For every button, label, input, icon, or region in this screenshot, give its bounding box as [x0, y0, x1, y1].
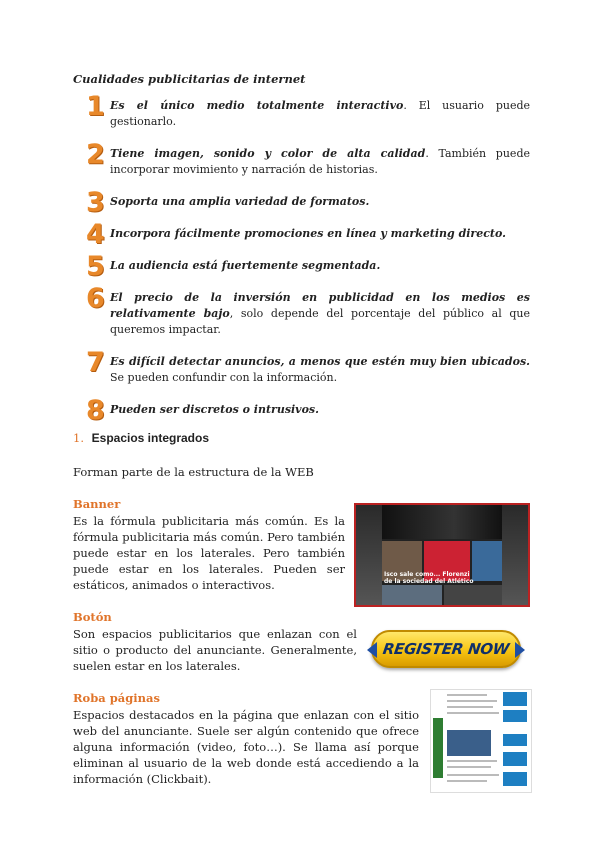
quality-rest-text: Se pueden confundir con la información. [110, 371, 338, 384]
section-title-text: Espacios integrados [91, 431, 210, 445]
quality-number: 2 [86, 139, 104, 170]
banner-example-image [354, 503, 530, 607]
boton-text: Son espacios publicitarios que enlazan con el sitio o producto del anunciante. Generalmente, suelen estar en los laterales. [73, 627, 357, 673]
quality-item [86, 187, 530, 218]
qualities-list [86, 91, 531, 434]
quality-bold-text: Soporta una amplia variedad de formatos. [110, 195, 370, 208]
register-now-label: REGISTER NOW [381, 640, 511, 658]
quality-item [86, 283, 530, 338]
arrow-right-icon [515, 642, 525, 658]
roba-heading: Roba páginas [73, 691, 160, 705]
quality-bold-text: Tiene imagen, sonido y color de alta calidad [110, 147, 426, 160]
quality-bold-text: La audiencia está fuertemente segmentada. [110, 259, 381, 272]
register-now-button[interactable] [371, 630, 521, 668]
quality-bold-text: El precio de la inversión en publicidad en los medios es relativamente bajo [110, 291, 530, 320]
section-intro: Forman parte de la estructura de la WEB [73, 465, 314, 479]
section-number: 1. [73, 431, 84, 445]
quality-item [86, 139, 530, 178]
quality-bold-text: Pueden ser discretos o intrusivos. [110, 403, 319, 416]
quality-item [86, 219, 530, 250]
banner-heading: Banner [73, 497, 121, 511]
quality-rest-text: , solo depende del porcentaje del público al que queremos impactar. [110, 307, 530, 336]
quality-number: 3 [86, 187, 104, 218]
quality-bold-text: Incorpora fácilmente promociones en línea y marketing directo. [110, 227, 506, 240]
arrow-left-icon [367, 642, 377, 658]
quality-number: 1 [86, 91, 104, 122]
roba-paginas-example-image [430, 689, 532, 793]
banner-text: Es la fórmula publicitaria más común. Es la fórmula publicitaria más común. Pero también puede estar en los laterales. Pero también puede estar en los laterales. Pueden ser estáticos, animados o interactivos. [73, 514, 345, 592]
quality-number: 4 [86, 219, 104, 250]
quality-number: 6 [86, 283, 104, 314]
quality-rest-text: . También puede incorporar movimiento y narración de historias. [110, 147, 530, 176]
banner-image-caption: Isco sale como... Florenzi de la sociedad del Atlético [384, 571, 474, 585]
quality-item [86, 91, 531, 130]
boton-heading: Botón [73, 610, 112, 624]
quality-item [86, 251, 530, 282]
quality-bold-text: Es difícil detectar anuncios, a menos que estén muy bien ubicados. [110, 355, 530, 368]
section-title [73, 431, 209, 445]
roba-text: Espacios destacados en la página que enlazan con el sitio web del anunciante. Suele ser algún contenido que ofrece alguna información (video, foto…). Se llama así porque eliminan al usuario de la web donde está accediendo a la información (Clickbait). [73, 708, 419, 786]
quality-item [86, 347, 530, 386]
quality-bold-text: Es el único medio totalmente interactivo [110, 99, 404, 112]
quality-number: 5 [86, 251, 104, 282]
quality-item [86, 395, 530, 426]
quality-number: 7 [86, 347, 104, 378]
qualities-heading: Cualidades publicitarias de internet [73, 72, 306, 86]
quality-rest-text: . El usuario puede gestionarlo. [110, 99, 531, 128]
quality-number: 8 [86, 395, 104, 426]
